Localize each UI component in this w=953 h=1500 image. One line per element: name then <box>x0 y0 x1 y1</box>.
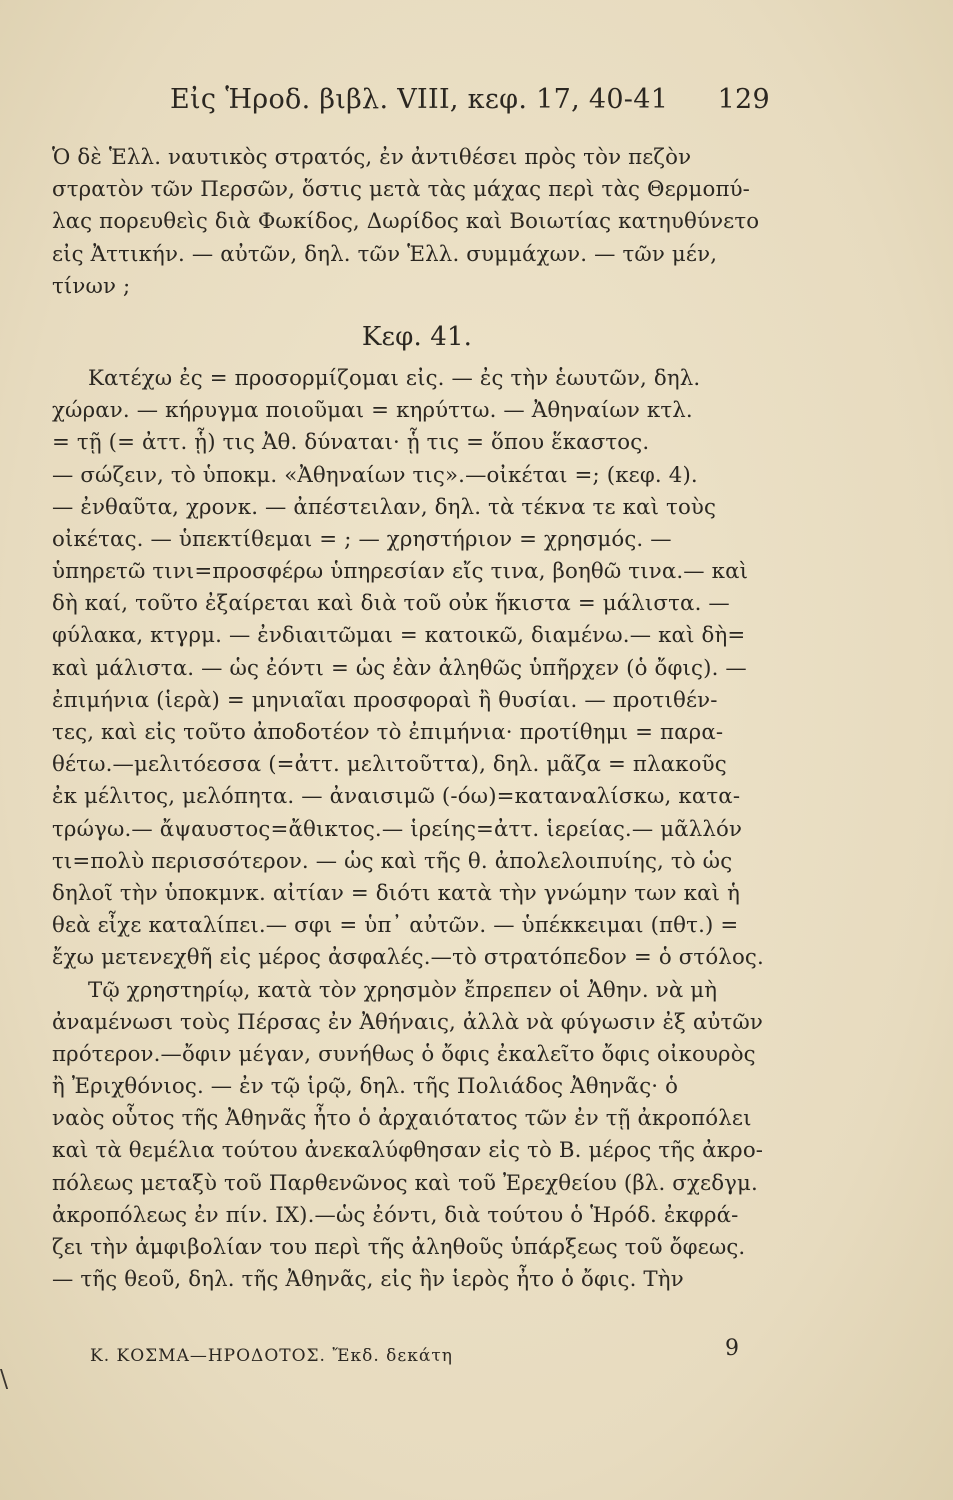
text-line: εἰς Ἀττικήν. — αὐτῶν, δηλ. τῶν Ἑλλ. συμμάχων. — τῶν μέν, <box>52 241 718 267</box>
text-line: ἐπιμήνια (ἱερὰ) = μηνιαῖαι προσφοραὶ ἢ θυσίαι. — προτιθέν- <box>52 687 718 713</box>
text-line: θεὰ εἶχε καταλίπει.— σφι = ὑπ᾿ αὐτῶν. — ὑπέκκειμαι (πθτ.) = <box>52 913 739 939</box>
text-line: — σώζειν, τὸ ὑποκμ. «Ἀθηναίων τις».—οἰκέται =; (κεφ. 4). <box>52 462 698 488</box>
signature-number: 9 <box>725 1336 740 1361</box>
text-line: ἢ Ἐριχθόνιος. — ἐν τῷ ἱρῷ, δηλ. τῆς Πολιάδος Ἀθηνᾶς· ὁ <box>52 1074 679 1100</box>
page-number: 129 <box>717 84 770 115</box>
text-line: ἀναμένωσι τοὺς Πέρσας ἐν Ἀθήναις, ἀλλὰ νὰ φύγωσιν ἐξ αὐτῶν <box>52 1009 764 1035</box>
text-line: — ἐνθαῦτα, χρονκ. — ἀπέστειλαν, δηλ. τὰ τέκνα τε καὶ τοὺς <box>52 494 717 520</box>
chapter-heading: Κεφ. 41. <box>361 321 473 352</box>
text-line: Κατέχω ἐς = προσορμίζομαι εἰς. — ἐς τὴν ἑωυτῶν, δηλ. <box>88 365 701 391</box>
commentary-text <box>52 142 782 1296</box>
margin-mark: \ <box>0 1365 9 1393</box>
running-header <box>150 84 770 120</box>
text-line: τες, καὶ εἰς τοῦτο ἀποδοτέον τὸ ἐπιμήνια· προτίθημι = παρα- <box>52 720 724 745</box>
text-line: τρώγω.— ἄψαυστος=ἄθικτος.— ἱρείης=ἀττ. ἱερείας.— μᾶλλόν <box>52 816 743 842</box>
text-line: θέτω.—μελιτόεσσα (=ἀττ. μελιτοῦττα), δηλ. μᾶζα = πλακοῦς <box>52 752 727 778</box>
text-line: καὶ τὰ θεμέλια τούτου ἀνεκαλύφθησαν εἰς τὸ Β. μέρος τῆς ἀκρο- <box>52 1138 764 1164</box>
text-line: ναὸς οὗτος τῆς Ἀθηνᾶς ἦτο ὁ ἀρχαιότατος τῶν ἐν τῇ ἀκροπόλει <box>52 1106 752 1132</box>
printer-signature: Κ. ΚΟΣΜΑ—ΗΡΟΔΟΤΟΣ. Ἔκδ. δεκάτη <box>90 1346 453 1366</box>
text-line: — τῆς θεοῦ, δηλ. τῆς Ἀθηνᾶς, εἰς ἣν ἱερὸς ἦτο ὁ ὄφις. Τὴν <box>52 1267 684 1293</box>
text-line: πρότερον.—ὄφιν μέγαν, συνήθως ὁ ὄφις ἐκαλεῖτο ὄφις οἰκουρὸς <box>52 1041 756 1067</box>
text-line: = τῇ (= ἀττ. ᾗ) τις Ἀθ. δύναται· ᾗ τις = ὅπου ἕκαστος. <box>52 430 650 456</box>
text-line: τι=πολὺ περισσότερον. — ὡς καὶ τῆς θ. ἀπολελοιπυίης, τὸ ὡς <box>52 848 733 874</box>
text-line: χώραν. — κήρυγμα ποιοῦμαι = κηρύττω. — Ἀθηναίων κτλ. <box>52 398 693 424</box>
signature-footer <box>90 1336 740 1370</box>
text-line: Ὁ δὲ Ἑλλ. ναυτικὸς στρατός, ἐν ἀντιθέσει πρὸς τὸν πεζὸν <box>52 145 692 170</box>
text-line: ὑπηρετῶ τινι=προσφέρω ὑπηρεσίαν εἴς τινα, βοηθῶ τινα.— καὶ <box>52 559 749 585</box>
running-title: Εἰς Ἡροδ. βιβλ. VIII, κεφ. 17, 40-41 <box>170 84 669 115</box>
text-line: Τῷ χρηστηρίῳ, κατὰ τὸν χρησμὸν ἔπρεπεν οἱ Ἀθην. νὰ μὴ <box>88 977 718 1003</box>
text-line: πόλεως μεταξὺ τοῦ Παρθενῶνος καὶ τοῦ Ἐρεχθείου (βλ. σχεδγμ. <box>52 1170 758 1196</box>
text-line: λας πορευθεὶς διὰ Φωκίδος, Δωρίδος καὶ Βοιωτίας κατηυθύνετο <box>52 209 760 235</box>
text-line: ἀκροπόλεως ἐν πίν. IX).—ὡς ἐόντι, διὰ τούτου ὁ Ἡρόδ. ἐκφρά- <box>52 1202 739 1228</box>
text-line: ζει τὴν ἀμφιβολίαν του περὶ τῆς ἀληθοῦς ὑπάρξεως τοῦ ὄφεως. <box>52 1235 746 1260</box>
text-line: τίνων ; <box>52 273 131 299</box>
text-line: οἰκέτας. — ὑπεκτίθεμαι = ; — χρηστήριον = χρησμός. — <box>52 526 672 552</box>
text-line: στρατὸν τῶν Περσῶν, ὅστις μετὰ τὰς μάχας περὶ τὰς Θερμοπύ- <box>52 177 751 203</box>
text-line: φύλακα, κτγρμ. — ἐνδιαιτῶμαι = κατοικῶ, διαμένω.— καὶ δὴ= <box>52 623 746 649</box>
text-line: δὴ καί, τοῦτο ἐξαίρεται καὶ διὰ τοῦ οὐκ ἥκιστα = μάλιστα. — <box>52 591 730 617</box>
text-line: ἔχω μετενεχθῆ εἰς μέρος ἀσφαλές.—τὸ στρατόπεδον = ὁ στόλος. <box>52 945 764 971</box>
text-line: δηλοῖ τὴν ὑποκμνκ. αἰτίαν = διότι κατὰ τὴν γνώμην των καὶ ἡ <box>52 880 740 906</box>
text-line: ἐκ μέλιτος, μελόπητα. — ἀναισιμῶ (-όω)=καταναλίσκω, κατα- <box>52 784 741 810</box>
text-line: καὶ μάλιστα. — ὡς ἐόντι = ὡς ἐὰν ἀληθῶς ὑπῆρχεν (ὁ ὄφις). — <box>52 655 747 681</box>
